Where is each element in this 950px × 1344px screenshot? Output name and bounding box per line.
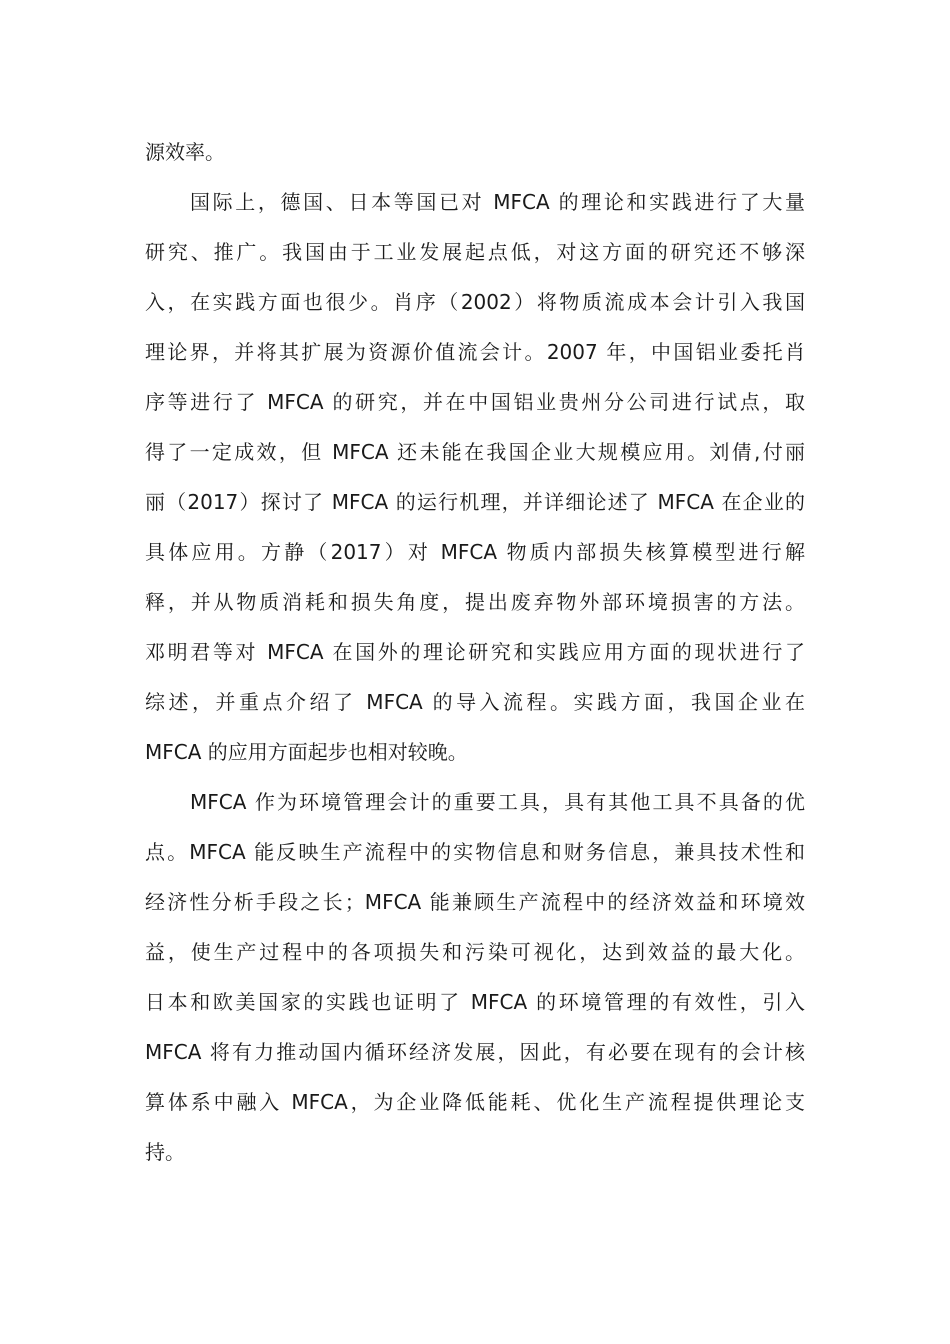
text-line: 算体系中融入 MFCA，为企业降低能耗、优化生产流程提供理论支 xyxy=(145,1090,805,1114)
text-line: 序等进行了 MFCA 的研究，并在中国铝业贵州分公司进行试点，取 xyxy=(145,390,805,414)
paragraph-first-line: MFCA 作为环境管理会计的重要工具，具有其他工具不具备的优 xyxy=(190,790,805,814)
text-line: 日本和欧美国家的实践也证明了 MFCA 的环境管理的有效性，引入 xyxy=(145,990,805,1014)
paragraph-first-line: 国际上，德国、日本等国已对 MFCA 的理论和实践进行了大量 xyxy=(190,190,805,214)
text-line: 入，在实践方面也很少。肖序（2002）将物质流成本会计引入我国 xyxy=(145,290,805,314)
text-line: 具体应用。方静（2017）对 MFCA 物质内部损失核算模型进行解 xyxy=(145,540,805,564)
text-line: 源效率。 xyxy=(145,140,225,164)
text-line: 理论界，并将其扩展为资源价值流会计。2007 年，中国铝业委托肖 xyxy=(145,340,805,364)
text-line: 得了一定成效，但 MFCA 还未能在我国企业大规模应用。刘倩,付丽 xyxy=(145,440,805,464)
text-line: 益，使生产过程中的各项损失和污染可视化，达到效益的最大化。 xyxy=(145,940,805,964)
text-line: 点。MFCA 能反映生产流程中的实物信息和财务信息，兼具技术性和 xyxy=(145,840,805,864)
text-line: 持。 xyxy=(145,1140,185,1164)
text-line: 经济性分析手段之长；MFCA 能兼顾生产流程中的经济效益和环境效 xyxy=(145,890,805,914)
text-line: 综述，并重点介绍了 MFCA 的导入流程。实践方面，我国企业在 xyxy=(145,690,805,714)
text-line: 研究、推广。我国由于工业发展起点低，对这方面的研究还不够深 xyxy=(145,240,805,264)
text-line: 丽（2017）探讨了 MFCA 的运行机理，并详细论述了 MFCA 在企业的 xyxy=(145,490,805,514)
text-line: 释，并从物质消耗和损失角度，提出废弃物外部环境损害的方法。 xyxy=(145,590,805,614)
text-line: MFCA 将有力推动国内循环经济发展，因此，有必要在现有的会计核 xyxy=(145,1040,805,1064)
text-line: 邓明君等对 MFCA 在国外的理论研究和实践应用方面的现状进行了 xyxy=(145,640,805,664)
text-line: MFCA 的应用方面起步也相对较晚。 xyxy=(145,740,468,764)
